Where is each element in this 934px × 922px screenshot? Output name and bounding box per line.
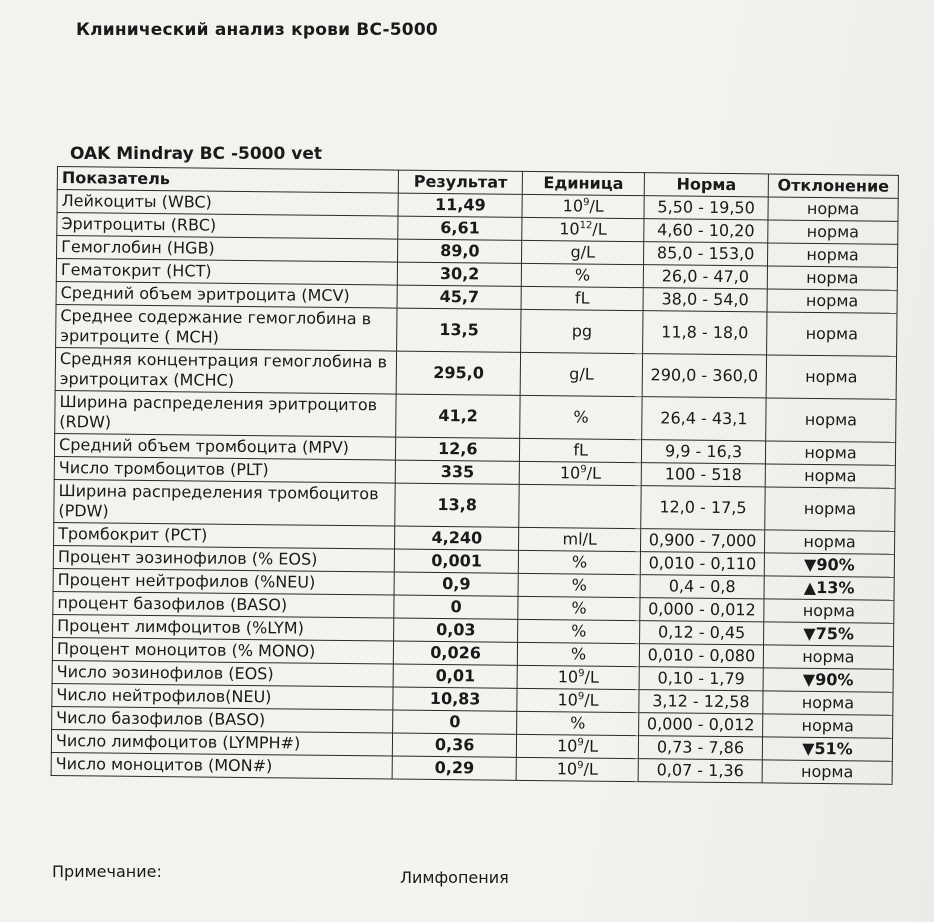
norm-cell: 0,010 - 0,080 (639, 644, 763, 668)
norm-cell: 26,0 - 47,0 (643, 265, 767, 289)
unit-cell: % (518, 596, 640, 620)
indicator-cell: Число нейтрофилов(NEU) (52, 683, 394, 710)
unit-cell: % (518, 573, 640, 597)
indicator-cell: Число моноцитов (MON#) (51, 752, 393, 779)
unit-tail: /L (583, 759, 598, 779)
deviation-cell: норма (766, 398, 896, 442)
result-cell: 13,5 (397, 308, 521, 352)
result-cell: 0 (393, 710, 517, 734)
norm-cell: 0,73 - 7,86 (638, 736, 762, 760)
unit-cell: % (517, 711, 639, 735)
norm-cell: 85,0 - 153,0 (644, 242, 768, 266)
unit-cell: pg (521, 309, 643, 353)
indicator-cell: Процент эозинофилов (% EOS) (53, 545, 395, 572)
unit-cell: fL (520, 438, 642, 462)
deviation-cell: норма (765, 464, 895, 488)
indicator-cell: Процент нейтрофилов (%NEU) (53, 568, 395, 595)
norm-cell: 0,000 - 0,012 (639, 713, 763, 737)
result-cell: 295,0 (396, 351, 520, 395)
norm-cell: 9,9 - 16,3 (641, 440, 765, 464)
deviation-cell: норма (763, 714, 893, 738)
result-cell: 6,61 (398, 216, 522, 240)
indicator-cell: Число эозинофилов (EOS) (52, 660, 394, 687)
unit-cell (522, 217, 644, 241)
unit-exponent: 9 (580, 464, 587, 476)
indicator-cell: Ширина распределения эритроцитов (RDW) (55, 390, 397, 437)
unit-cell: g/L (520, 352, 642, 396)
indicator-cell: Эритроциты (RBC) (57, 213, 399, 240)
result-cell: 11,49 (398, 193, 522, 217)
header-result: Результат (399, 170, 523, 194)
header-norm: Норма (644, 173, 768, 197)
deviation-cell: норма (766, 355, 896, 399)
unit-base: 10 (559, 463, 581, 483)
unit-cell: % (520, 395, 642, 439)
unit-tail: /L (586, 463, 602, 483)
unit-base: 10 (556, 736, 578, 756)
deviation-cell: норма (763, 691, 893, 715)
norm-cell: 26,4 - 43,1 (642, 397, 766, 441)
result-cell: 0 (394, 595, 518, 619)
result-cell: 4,240 (395, 526, 519, 550)
indicator-cell: Лейкоциты (WBC) (57, 190, 399, 217)
unit-tail: /L (583, 736, 599, 756)
unit-cell: fL (521, 286, 643, 310)
unit-cell: g/L (522, 240, 644, 264)
indicator-cell: процент базофилов (BASO) (53, 591, 395, 618)
unit-cell (516, 757, 638, 781)
deviation-cell: норма (764, 599, 894, 623)
norm-cell: 290,0 - 360,0 (642, 354, 766, 398)
unit-cell: % (521, 263, 643, 287)
indicator-cell: Число базофилов (BASO) (52, 706, 394, 733)
deviation-cell: ▼75% (764, 622, 894, 646)
deviation-cell: ▼90% (763, 668, 893, 692)
header-deviation: Отклонение (768, 174, 898, 198)
results-table (51, 166, 899, 785)
norm-cell: 0,07 - 1,36 (638, 759, 762, 783)
table-title: OAK Mindray BC -5000 vet (70, 144, 322, 164)
indicator-cell: Ширина распределения тромбоцитов (PDW) (54, 479, 396, 526)
norm-cell: 38,0 - 54,0 (643, 288, 767, 312)
unit-cell: % (517, 642, 639, 666)
unit-cell: % (518, 619, 640, 643)
note-label: Примечание: (52, 862, 162, 881)
unit-cell (517, 734, 639, 758)
deviation-cell: норма (767, 289, 897, 313)
document-title: Клинический анализ крови BC-5000 (76, 20, 438, 40)
indicator-cell: Процент лимфоцитов (%LYM) (53, 614, 395, 641)
result-cell: 89,0 (398, 239, 522, 263)
unit-exponent: 9 (577, 691, 585, 703)
deviation-cell: норма (767, 312, 897, 356)
deviation-cell: ▼51% (762, 737, 892, 761)
unit-cell: ml/L (519, 527, 641, 551)
unit-tail: /L (589, 196, 604, 216)
deviation-cell: норма (768, 243, 898, 267)
unit-tail: /L (584, 667, 599, 687)
deviation-cell: норма (762, 760, 892, 784)
deviation-cell: норма (763, 645, 893, 669)
unit-exponent: 9 (578, 668, 585, 680)
norm-cell: 100 - 518 (641, 463, 765, 487)
result-cell: 30,2 (398, 262, 522, 286)
unit-base: 10 (556, 759, 578, 779)
deviation-cell: ▲13% (764, 576, 894, 600)
unit-base: 10 (562, 196, 584, 216)
result-cell: 0,03 (394, 618, 518, 642)
unit-cell: % (518, 550, 640, 574)
deviation-cell: ▼90% (764, 553, 894, 577)
header-unit: Единица (522, 171, 644, 195)
norm-cell: 11,8 - 18,0 (643, 311, 767, 355)
norm-cell: 0,000 - 0,012 (640, 598, 764, 622)
unit-tail: /L (592, 219, 607, 239)
unit-tail: /L (584, 690, 599, 710)
table-body (51, 190, 898, 785)
unit-exponent: 12 (579, 220, 593, 232)
result-cell: 0,9 (394, 572, 518, 596)
unit-base: 10 (557, 667, 579, 687)
indicator-cell: Число лимфоцитов (LYMPH#) (51, 729, 393, 756)
deviation-cell: норма (767, 266, 897, 290)
norm-cell: 0,010 - 0,110 (640, 552, 764, 576)
result-cell: 0,36 (393, 733, 517, 757)
deviation-cell: норма (765, 530, 895, 554)
norm-cell: 0,4 - 0,8 (640, 575, 764, 599)
deviation-cell: норма (768, 220, 898, 244)
unit-exponent: 9 (577, 737, 584, 749)
norm-cell: 3,12 - 12,58 (639, 690, 763, 714)
indicator-cell: Число тромбоцитов (PLT) (54, 456, 396, 483)
result-cell: 335 (395, 460, 519, 484)
result-cell: 0,01 (393, 664, 517, 688)
deviation-cell: норма (765, 487, 895, 531)
indicator-cell: Гемоглобин (HGB) (57, 236, 399, 263)
note-text: Лимфопения (400, 868, 509, 887)
indicator-cell: Средняя концентрация гемоглобина в эритроцитах (MCHC) (55, 347, 397, 394)
result-cell: 0,29 (392, 756, 516, 780)
header-indicator: Показатель (57, 167, 399, 194)
indicator-cell: Тромбокрит (PCT) (54, 522, 396, 549)
norm-cell: 4,60 - 10,20 (644, 219, 768, 243)
norm-cell: 0,10 - 1,79 (639, 667, 763, 691)
result-cell: 0,001 (395, 549, 519, 573)
result-cell: 0,026 (394, 641, 518, 665)
result-cell: 12,6 (396, 437, 520, 461)
norm-cell: 0,12 - 0,45 (640, 621, 764, 645)
result-cell: 13,8 (395, 483, 519, 527)
indicator-cell: Процент моноцитов (% MONO) (52, 637, 394, 664)
indicator-cell: Средний объем эритроцита (MCV) (56, 281, 398, 308)
result-cell: 10,83 (393, 687, 517, 711)
indicator-cell: Средний объем тромбоцита (MPV) (54, 433, 396, 460)
deviation-cell: норма (768, 197, 898, 221)
norm-cell: 0,900 - 7,000 (641, 529, 765, 553)
unit-cell (519, 461, 641, 485)
unit-exponent: 9 (583, 197, 590, 209)
deviation-cell: норма (765, 441, 895, 465)
indicator-cell: Гематокрит (HCT) (56, 259, 398, 286)
unit-cell (522, 194, 644, 218)
unit-cell (519, 484, 641, 528)
indicator-cell: Среднее содержание гемоглобина в эритроците ( MCH) (56, 304, 398, 351)
norm-cell: 5,50 - 19,50 (644, 196, 768, 220)
unit-cell (517, 665, 639, 689)
unit-cell (517, 688, 639, 712)
result-cell: 45,7 (397, 285, 521, 309)
result-cell: 41,2 (396, 394, 520, 438)
unit-base: 10 (559, 219, 580, 239)
unit-exponent: 9 (577, 760, 584, 772)
unit-base: 10 (557, 690, 578, 710)
norm-cell: 12,0 - 17,5 (641, 486, 765, 530)
